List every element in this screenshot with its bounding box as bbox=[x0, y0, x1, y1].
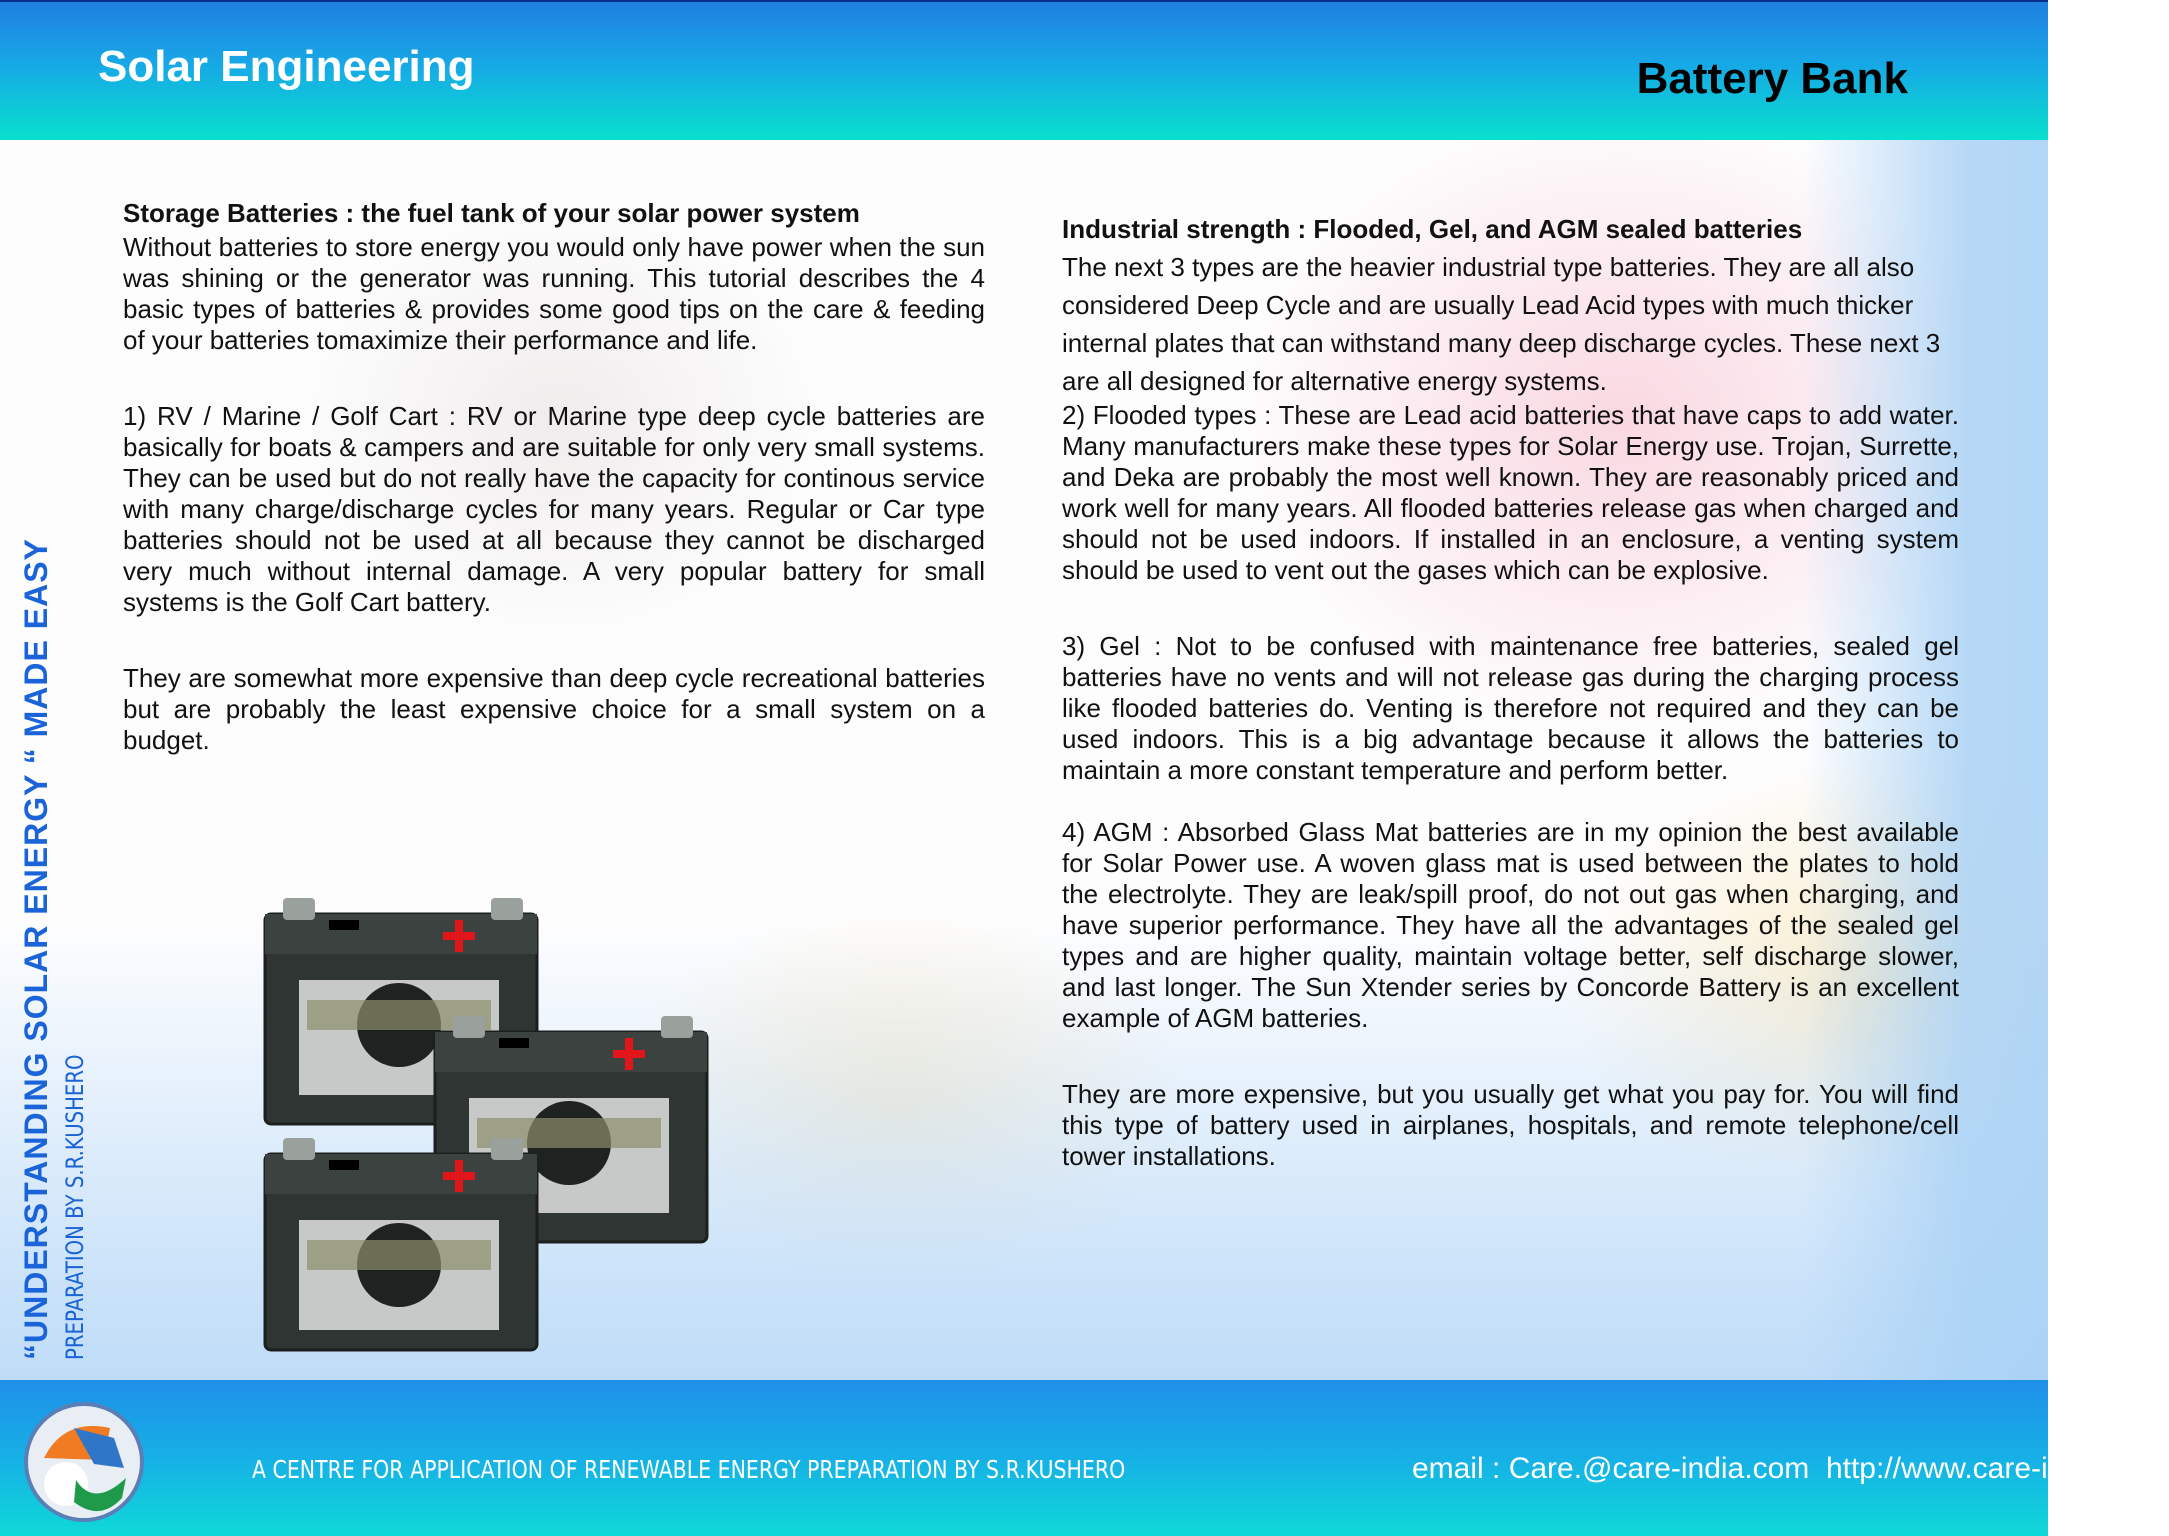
cost-paragraph: They are somewhat more expensive than deep cycle recreational batteries but are probably the least expensive choice for a small system on a budget. bbox=[123, 663, 985, 755]
minus-terminal-icon bbox=[499, 1038, 529, 1048]
header-title-right: Battery Bank bbox=[1636, 54, 1908, 103]
agm-paragraph: 4) AGM : Absorbed Glass Mat batteries are in my opinion the best available for Solar Power use. A woven glass mat is used between the plates to hold the electrolyte. They are leak/spill proof, do not out gas when charging, and have superior performance. They have all the advantages of the sealed gel types and are higher quality, maintain voltage better, self discharge slower, and last longer. The Sun Xtender series by Concorde Battery is an excellent example of AGM batteries. bbox=[1062, 817, 1959, 1033]
header-bar bbox=[0, 0, 2048, 140]
side-caption-author: PREPARATION BY S.R.KUSHERO bbox=[61, 1054, 89, 1360]
left-intro-paragraph: Without batteries to store energy you would only have power when the sun was shining or the generator was running. This tutorial describes the 4 basic types of batteries & provides some good tips on the care & feeding of your batteries tomaximize their performance and life. bbox=[123, 232, 985, 355]
left-heading: Storage Batteries : the fuel tank of your solar power system bbox=[123, 198, 860, 228]
footer-text bbox=[252, 1452, 2169, 1492]
gel-paragraph: 3) Gel : Not to be confused with maintenance free batteries, sealed gel batteries have no vents and will not release gas during the charging process like flooded batteries do. Venting is therefore not required and they can be used indoors. This is a big advantage because it allows the batteries to maintain a more constant temperature and perform better. bbox=[1062, 631, 1959, 785]
right-intro-paragraph: The next 3 types are the heavier industrial type batteries. They are all also considered Deep Cycle and are usually Lead Acid types with much thicker internal plates that can withstand many deep discharge cycles. These next 3 are all designed for alternative energy systems. bbox=[1062, 252, 1941, 396]
minus-terminal-icon bbox=[329, 1160, 359, 1170]
side-caption-main: “UNDERSTANDING SOLAR ENERGY “ MADE EASY bbox=[18, 538, 54, 1360]
renewable-energy-globe-logo bbox=[14, 1398, 154, 1526]
side-vertical-caption bbox=[18, 380, 89, 1360]
flooded-paragraph: 2) Flooded types : These are Lead acid batteries that have caps to add water. Many manufacturers make these types for Solar Energy use. Trojan, Surrette, and Deka are probably the most well known. They are reasonably priced and work well for many years. All flooded batteries release gas when charged and should not be used indoors. If installed in an enclosure, a venting system should be used to vent out the gases which can be explosive. bbox=[1062, 400, 1959, 585]
battery-bank-illustration bbox=[255, 890, 725, 1350]
agm-cost-paragraph: They are more expensive, but you usually get what you pay for. You will find this type of battery used in airplanes, hospitals, and remote telephone/cell tower installations. bbox=[1062, 1079, 1959, 1171]
footer-credits: A CENTRE FOR APPLICATION OF RENEWABLE ENERGY PREPARATION BY S.R.KUSHERO bbox=[252, 1455, 1126, 1484]
footer-links bbox=[1412, 1452, 2169, 1486]
right-column bbox=[1062, 210, 1959, 1172]
left-column bbox=[123, 194, 985, 756]
battery-icon bbox=[265, 1138, 537, 1350]
minus-terminal-icon bbox=[329, 920, 359, 930]
right-heading: Industrial strength : Flooded, Gel, and AGM sealed batteries bbox=[1062, 214, 1803, 244]
rv-marine-paragraph: 1) RV / Marine / Golf Cart : RV or Marine type deep cycle batteries are basically for boats & campers and are suitable for only very small systems. They can be used but do not really have the capacity for continous service with many charge/discharge cycles for many years. Regular or Car type batteries should not be used at all because they cannot be discharged very much without internal damage. A very popular battery for small systems is the Golf Cart battery. bbox=[123, 401, 985, 617]
header-title-left: Solar Engineering bbox=[98, 42, 475, 91]
footer-website-link[interactable]: http://www.care-india.com bbox=[1825, 1452, 2169, 1485]
footer-email[interactable]: email : Care.@care-india.com bbox=[1412, 1452, 1810, 1485]
